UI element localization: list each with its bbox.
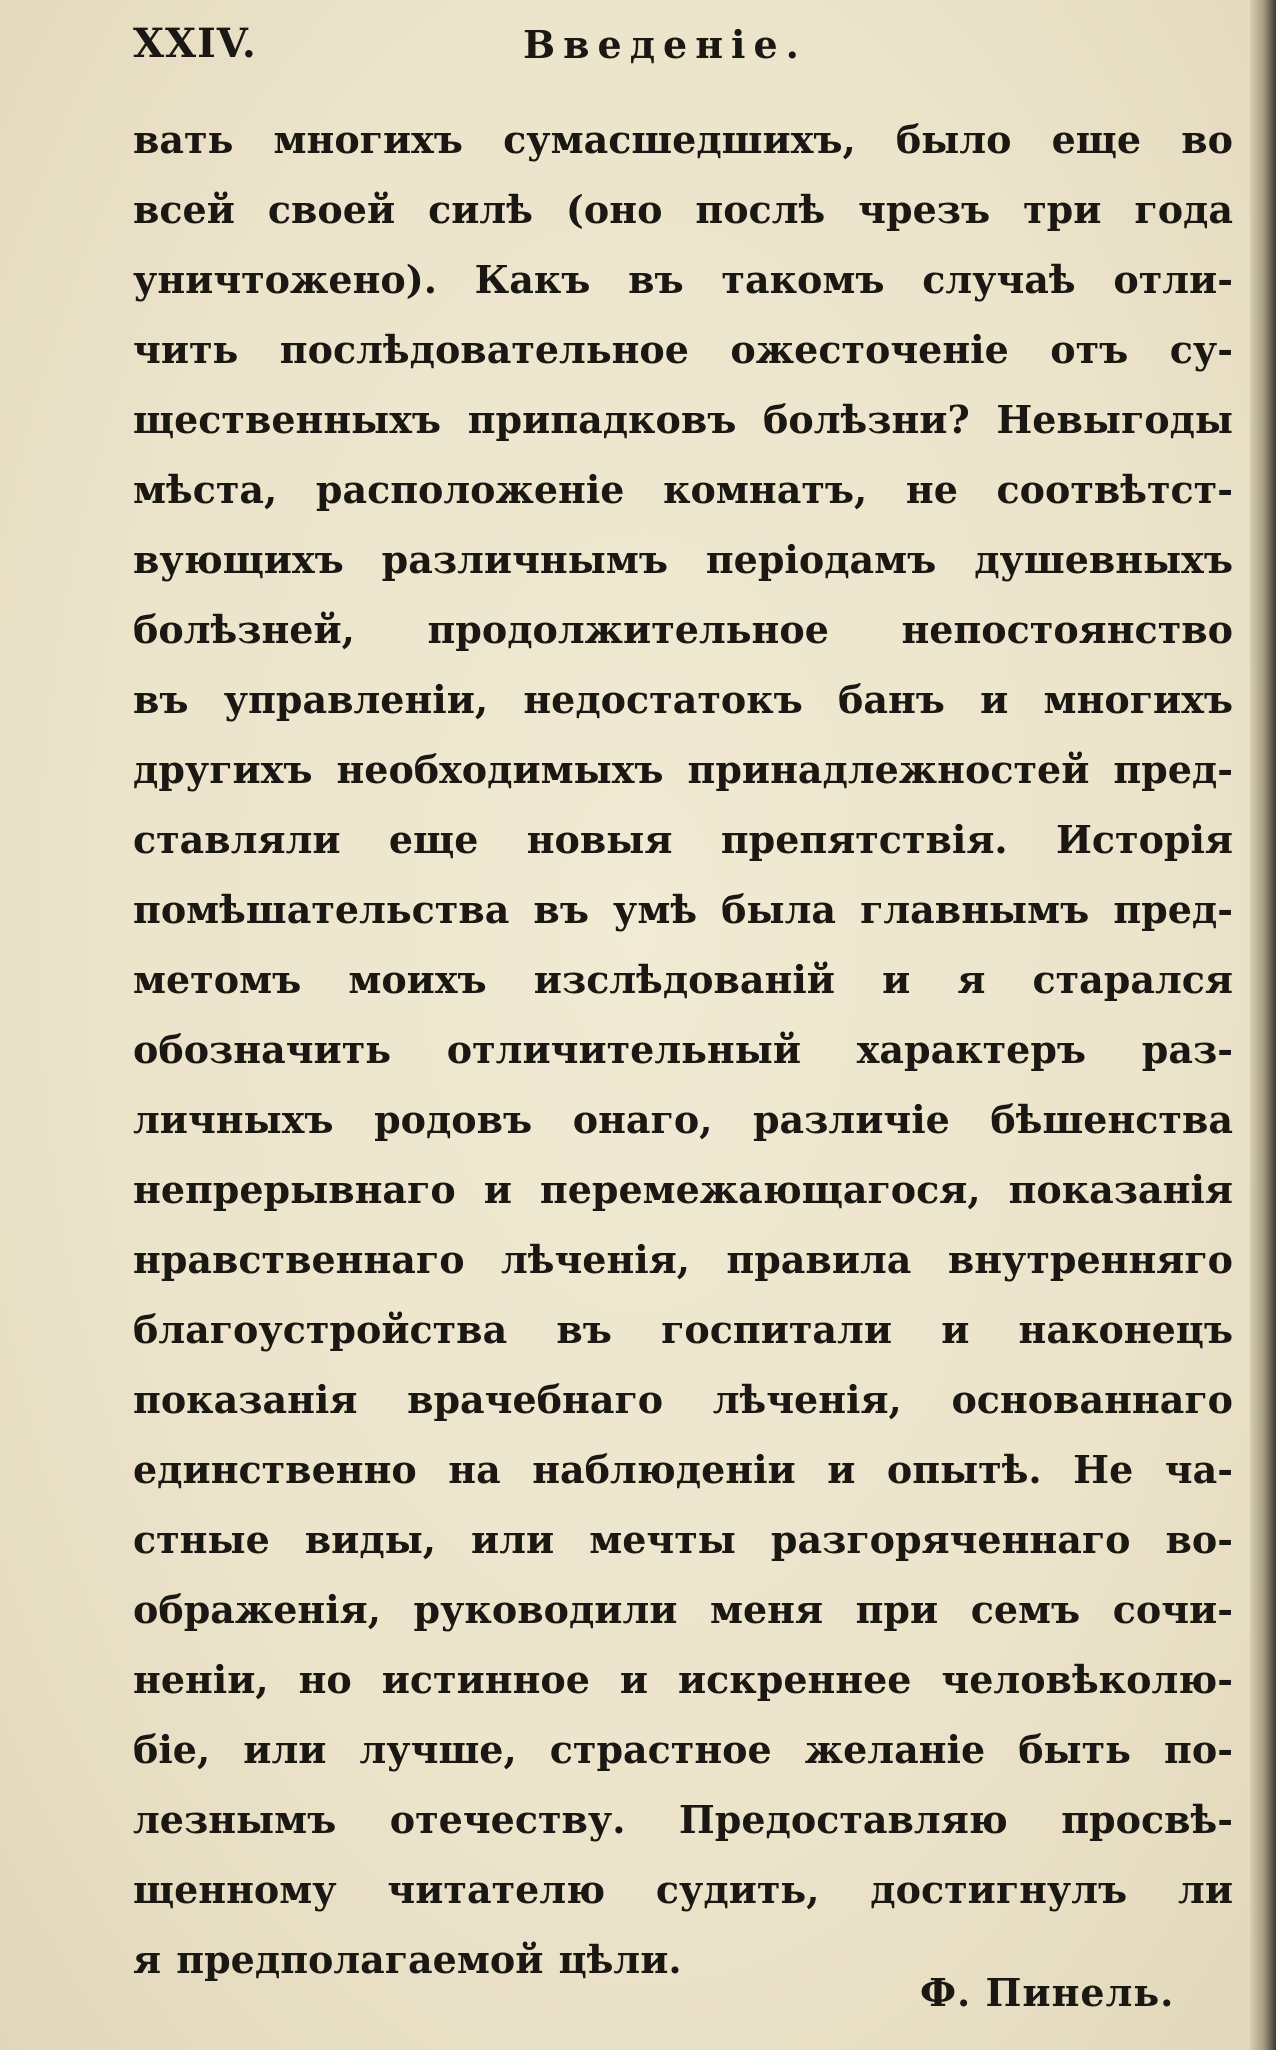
body-text [133,105,1233,1995]
text-line: щенному читателю судить, достигнулъ ли [133,1867,1233,1912]
text-line: біе, или лучше, страстное желаніе быть по- [133,1727,1233,1772]
text-line: нравственнаго лѣченія, правила внутренняго [133,1237,1233,1282]
text-line: неніи, но истинное и искреннее человѣколю- [133,1657,1233,1702]
text-line: я предполагаемой цѣли. [133,1937,682,1982]
text-line: вать многихъ сумасшедшихъ, было еще во [133,117,1233,162]
text-line: стные виды, или мечты разгоряченнаго во- [133,1517,1233,1562]
page-edge-shadow [1250,0,1276,2050]
text-line: показанія врачебнаго лѣченія, основаннаго [133,1377,1233,1422]
text-line: личныхъ родовъ онаго, различіе бѣшенства [133,1097,1233,1142]
text-line: благоустройства въ госпитали и наконецъ [133,1307,1233,1352]
page-header [133,10,1233,80]
text-line: въ управленіи, недостатокъ банъ и многихъ [133,677,1233,722]
text-line: щественныхъ припадковъ болѣзни? Невыгоды [133,397,1233,442]
text-line: обозначить отличительный характеръ раз- [133,1027,1233,1072]
text-line: чить послѣдовательное ожесточеніе отъ су- [133,327,1233,372]
text-line: единственно на наблюденіи и опытѣ. Не ча- [133,1447,1233,1492]
text-line: лезнымъ отечеству. Предоставляю просвѣ- [133,1797,1233,1842]
text-line: помѣшательства въ умѣ была главнымъ пред- [133,887,1233,932]
text-line: вующихъ различнымъ періодамъ душевныхъ [133,537,1233,582]
text-line: болѣзней, продолжительное непостоянство [133,607,1233,652]
text-line: другихъ необходимыхъ принадлежностей пред- [133,747,1233,792]
text-line: уничтожено). Какъ въ такомъ случаѣ отли- [133,257,1233,302]
text-line: ображенія, руководили меня при семъ сочи- [133,1587,1233,1632]
text-line: непрерывнаго и перемежающагося, показанія [133,1167,1233,1212]
text-line: мѣста, расположеніе комнатъ, не соотвѣтст- [133,467,1233,512]
page-number: XXIV. [133,20,257,67]
text-line: ставляли еще новыя препятствія. Исторія [133,817,1233,862]
author-signature: Ф. Пинель. [920,1970,1175,2015]
text-line: метомъ моихъ изслѣдованій и я старался [133,957,1233,1002]
text-line: всей своей силѣ (оно послѣ чрезъ три года [133,187,1233,232]
running-title: Введеніе. [523,22,807,67]
